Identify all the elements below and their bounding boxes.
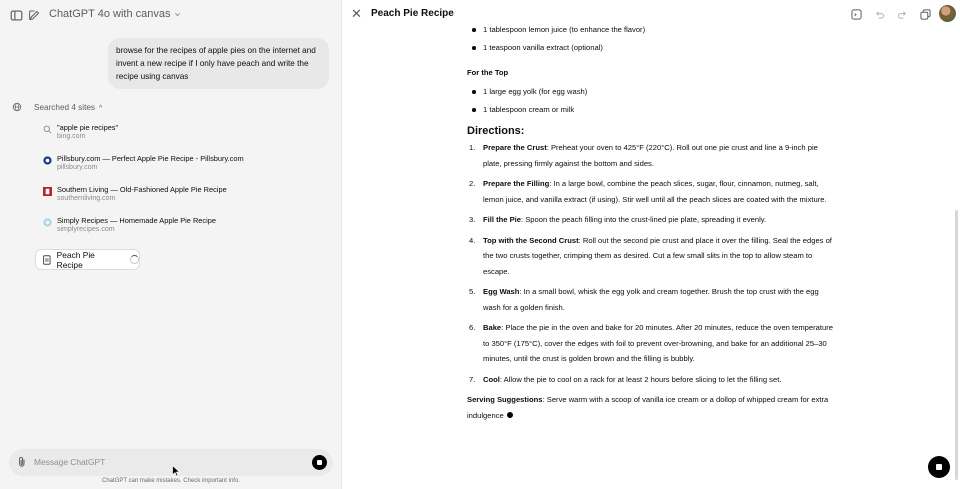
code-view-icon[interactable] — [849, 7, 864, 22]
result-title: Southern Living — Old-Fashioned Apple Pie Recipe — [57, 185, 227, 194]
section-heading: For the Top — [467, 68, 509, 77]
canvas-scrollbar[interactable] — [955, 210, 958, 480]
direction-step — [467, 320, 837, 367]
step-number: 4. — [469, 235, 476, 245]
step-number: 5. — [469, 287, 476, 296]
new-chat-icon[interactable] — [25, 6, 43, 24]
directions-list — [467, 140, 837, 387]
step-text: : Allow the pie to cool on a rack for at least 2 hours before slicing to let the filling set. — [499, 374, 782, 384]
step-label: Top with the Second Crust — [483, 235, 579, 245]
step-label: Fill the Pie — [483, 215, 521, 224]
canvas-stop-button[interactable] — [928, 456, 950, 478]
copy-icon[interactable] — [918, 7, 933, 22]
filling-ingredients-list — [467, 22, 837, 58]
list-item: 1 teaspoon vanilla extract (optional) — [467, 40, 837, 58]
canvas-document-chip[interactable] — [35, 249, 140, 270]
direction-step — [467, 233, 837, 280]
direction-step — [467, 140, 837, 171]
direction-step — [467, 372, 837, 388]
step-text: : In a large bowl, combine the peach slices, sugar, flour, cinnamon, nutmeg, salt, lemon juice, and vanilla extract (if using). Stir well until all the peach slices are coated with the mixture. — [483, 179, 827, 204]
pillsbury-favicon-icon — [43, 156, 52, 165]
southern-living-favicon-icon — [43, 187, 52, 196]
direction-step — [467, 284, 837, 315]
chat-header — [0, 0, 342, 30]
serving-suggestions — [467, 392, 837, 423]
step-label: Bake — [483, 323, 502, 332]
loading-spinner-icon — [130, 255, 139, 264]
chat-panel — [0, 0, 342, 489]
step-text: : Spoon the peach filling into the crust-lined pie plate, spreading it evenly. — [520, 215, 767, 224]
search-results — [40, 122, 320, 246]
result-title: Simply Recipes — Homemade Apple Pie Recipe — [57, 216, 216, 225]
serving-text: : Serve warm with a scoop of vanilla ice cream or a dollop of whipped cream for extra indulgence — [467, 395, 829, 420]
direction-step — [467, 212, 837, 228]
model-selector[interactable] — [49, 8, 181, 20]
result-url: southernliving.com — [57, 195, 116, 202]
stop-icon — [936, 464, 942, 470]
direction-step — [467, 176, 837, 207]
serving-label: Serving Suggestions — [467, 395, 543, 404]
step-number: 3. — [469, 215, 476, 224]
user-avatar[interactable] — [939, 5, 956, 22]
result-url: simplyrecipes.com — [57, 226, 115, 233]
disclaimer: ChatGPT can make mistakes. Check important info. — [102, 478, 240, 484]
user-message: browse for the recipes of apple pies on the internet and invent a new recipe if I only have peach and write the recipe using canvas — [108, 38, 329, 89]
step-number: 1. — [469, 143, 476, 152]
canvas-chip-label: Peach Pie Recipe — [56, 249, 95, 270]
undo-icon[interactable] — [872, 7, 887, 22]
step-number: 7. — [469, 374, 476, 384]
step-text: : Preheat your oven to 425°F (220°C). Roll out one pie crust and line a 9-inch pie plate, pressing firmly against the bottom and sides. — [483, 143, 818, 168]
document-icon — [43, 255, 51, 265]
search-result[interactable] — [40, 153, 320, 184]
stop-generating-button[interactable] — [312, 455, 327, 470]
top-ingredients-list — [467, 84, 837, 120]
list-item: 1 tablespoon cream or milk — [467, 102, 837, 120]
globe-icon — [12, 102, 22, 112]
searched-sites-toggle[interactable] — [12, 102, 102, 112]
stop-icon — [317, 460, 322, 465]
chevron-down-icon — [174, 11, 181, 18]
step-label: Cool — [483, 374, 500, 384]
step-text: : Roll out the second pie crust and place it over the filling. Seal the edges of the two crusts together, crimping them as desired. Cut a few small slits in the top to allow steam to escape. — [483, 235, 832, 276]
message-composer[interactable] — [9, 449, 333, 476]
sidebar-toggle-icon[interactable] — [7, 6, 25, 24]
mouse-cursor-icon — [172, 465, 180, 477]
result-url: pillsbury.com — [57, 164, 98, 171]
search-result[interactable] — [40, 184, 320, 215]
step-label: Prepare the Filling — [483, 179, 550, 188]
redo-icon[interactable] — [895, 7, 910, 22]
step-label: Egg Wash — [483, 287, 520, 296]
recipe-document — [467, 22, 837, 423]
close-icon[interactable]: ✕ — [351, 6, 362, 21]
attach-icon[interactable] — [17, 456, 27, 468]
step-text: : Place the pie in the oven and bake for 20 minutes. After 20 minutes, reduce the oven temperature to 350°F (175°C), cover the edges with foil to prevent over-browning, and bake for an additional 25–30 minutes, until the crust is golden brown and the filling is bubbly. — [483, 323, 833, 363]
searched-label: Searched 4 sites — [34, 102, 95, 112]
step-label: Prepare the Crust — [483, 143, 547, 152]
step-text: : In a small bowl, whisk the egg yolk and cream together. Brush the top crust with the egg wash for a golden finish. — [483, 287, 819, 312]
canvas-title: Peach Pie Recipe — [371, 8, 454, 19]
result-title: "apple pie recipes" — [57, 123, 119, 132]
result-url: bing.com — [57, 133, 86, 140]
step-number: 6. — [469, 323, 476, 332]
search-icon — [43, 125, 52, 134]
list-item: 1 tablespoon lemon juice (to enhance the flavor) — [467, 22, 837, 40]
list-item: 1 large egg yolk (for egg wash) — [467, 84, 837, 102]
simply-recipes-favicon-icon — [43, 218, 52, 227]
canvas-panel — [342, 0, 960, 489]
search-result[interactable] — [40, 215, 320, 246]
chevron-up-icon: ^ — [97, 104, 103, 112]
search-result[interactable] — [40, 122, 320, 153]
step-number: 2. — [469, 179, 476, 188]
canvas-toolbar — [849, 7, 933, 22]
directions-heading: Directions: — [467, 125, 525, 137]
composer-placeholder: Message ChatGPT — [34, 457, 106, 467]
typing-cursor-icon — [507, 412, 513, 418]
result-title: Pillsbury.com — Perfect Apple Pie Recipe - Pillsbury.com — [57, 154, 244, 163]
model-title: ChatGPT 4o with canvas — [49, 8, 171, 20]
